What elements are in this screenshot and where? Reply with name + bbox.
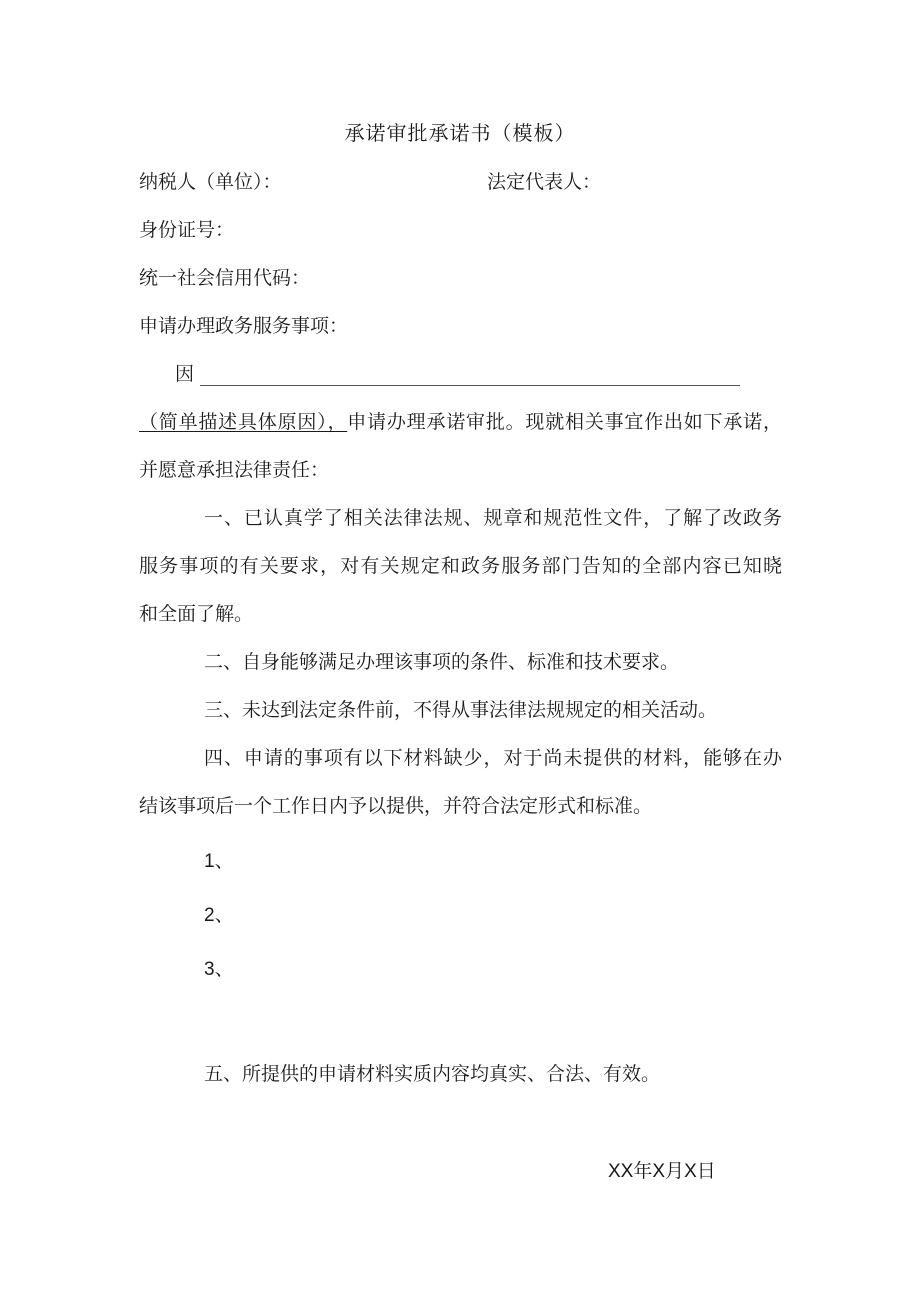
credit-code-label: 统一社会信用代码： xyxy=(139,267,311,289)
document-title: 承诺审批承诺书（模板） xyxy=(344,121,576,145)
reason-prefix: 因 xyxy=(175,363,195,385)
missing-item-2: 2、 xyxy=(204,905,234,926)
missing-item-1: 1、 xyxy=(204,851,234,872)
signing-date xyxy=(608,1159,716,1184)
date-year-unit: 年 xyxy=(633,1160,653,1182)
date-month: X xyxy=(652,1161,666,1182)
id-number-label: 身份证号： xyxy=(139,219,235,241)
date-month-unit: 月 xyxy=(665,1160,685,1182)
date-day: X xyxy=(684,1161,697,1182)
reason-rest: 申请办理承诺审批。现就相关事宜作出如下承诺， xyxy=(347,411,782,433)
missing-item-3: 3、 xyxy=(204,959,234,980)
clause-5: 五、所提供的申请材料实质内容均真实、合法、有效。 xyxy=(204,1063,661,1085)
date-year: XX xyxy=(608,1161,634,1182)
date-day-unit: 日 xyxy=(696,1160,716,1182)
taxpayer-label: 纳税人（单位）： xyxy=(139,171,282,193)
clause-2: 二、自身能够满足办理该事项的条件、标准和技术要求。 xyxy=(204,651,680,673)
reason-line xyxy=(175,362,740,386)
liability-line: 并愿意承担法律责任： xyxy=(139,459,330,481)
reason-hint: （简单描述具体原因）， xyxy=(139,411,348,433)
clause-1-line-3: 和全面了解。 xyxy=(139,603,254,625)
clause-1-line-1: 一、已认真学了相关法律法规、规章和规范性文件，了解了改政务 xyxy=(204,507,782,529)
legal-rep-label: 法定代表人： xyxy=(487,171,602,193)
clause-4-line-1: 四、申请的事项有以下材料缺少，对于尚未提供的材料，能够在办 xyxy=(204,747,782,769)
clause-4-line-2: 结该事项后一个工作日内予以提供，并符合法定形式和标准。 xyxy=(139,795,653,817)
reason-continuation xyxy=(139,410,782,434)
reason-fill-line xyxy=(200,365,740,386)
clause-3: 三、未达到法定条件前，不得从事法律法规规定的相关活动。 xyxy=(204,699,718,721)
clause-1-line-2: 服务事项的有关要求，对有关规定和政务服务部门告知的全部内容已知晓 xyxy=(139,555,782,577)
service-item-label: 申请办理政务服务事项： xyxy=(139,315,349,337)
